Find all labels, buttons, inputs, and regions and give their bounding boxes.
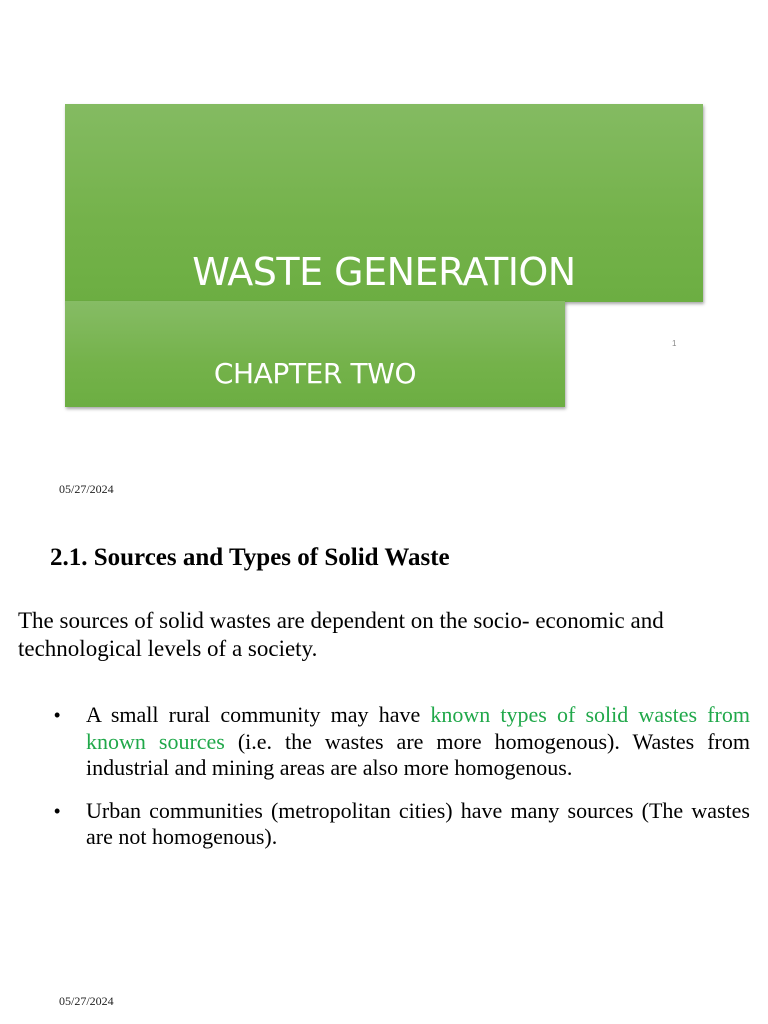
chapter-subtitle: CHAPTER TWO [213,357,417,390]
slide-sources [0,512,768,1024]
list-item [54,702,750,782]
page-number: 1 [672,339,677,348]
subtitle-box [65,301,565,407]
title-box [65,104,703,302]
bullet-list [0,702,768,851]
bullet-icon: • [54,800,61,821]
slide-title-text: WASTE GENERATION [192,250,576,294]
highlighted-text: known types of solid wastes from known sources [86,702,750,754]
list-item [54,797,750,851]
slide-date: 05/27/2024 [59,994,114,1008]
slide-date: 05/27/2024 [59,482,114,496]
bullet-text: (i.e. the wastes are more homogenous). Wastes from industrial and mining areas are also more homogenous. [86,728,750,780]
bullet-icon: • [54,705,61,725]
intro-paragraph: The sources of solid wastes are dependent on the socio- economic and technological levels of a society. [18,608,664,661]
section-heading: 2.1. Sources and Types of Solid Waste [50,544,450,571]
bullet-text: A small rural community may have [86,702,431,727]
bullet-text: Urban communities (metropolitan cities) have many sources (The wastes are not homogenous). [86,797,750,849]
